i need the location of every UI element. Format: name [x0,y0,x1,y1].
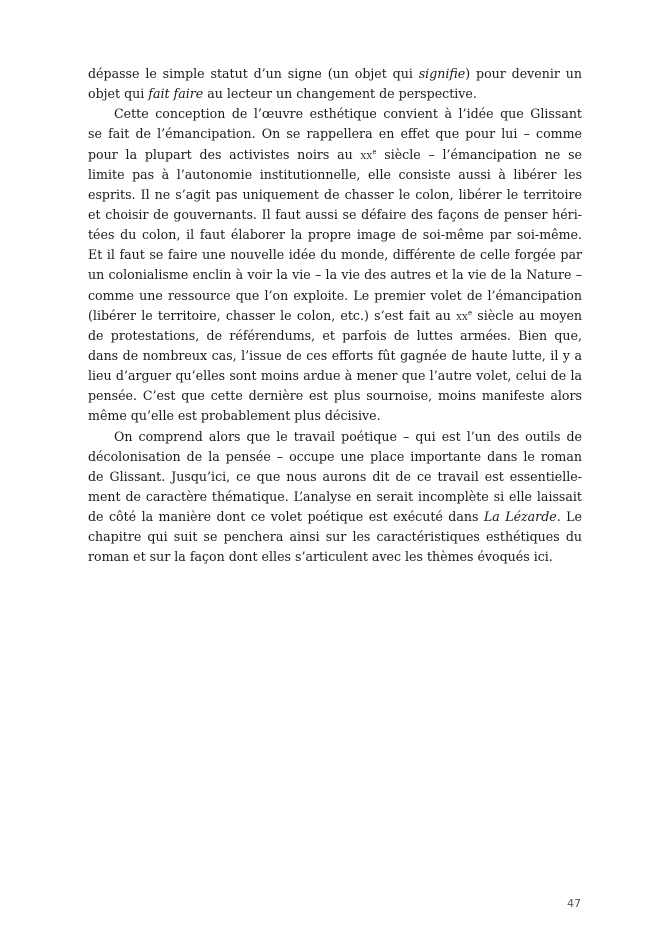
text-segment: pour la plupart des activistes noirs au [88,146,361,162]
text-line [88,265,582,285]
text-segment: xx [456,309,468,323]
text-segment: objet qui [88,86,149,102]
text-segment: ) pour devenir un [465,66,582,81]
text-segment: e [467,308,473,317]
text-segment: siècle au moyen [472,307,583,323]
text-line [88,447,582,467]
text-segment: Cette conception de l’œuvre esthétique convient à l’idée que Glissant [114,106,582,122]
text-line [88,185,582,205]
text-line [88,306,582,326]
text-line [88,406,582,426]
text-line [88,467,582,487]
paragraph [88,104,582,426]
text-line [88,527,582,547]
text-line [88,487,582,507]
text-segment: de Glissant. Jusqu’ici, ce que nous aurons dit de ce travail est essentielle- [88,468,582,484]
text-segment: au lecteur un changement de perspective. [203,86,477,102]
text-line [88,84,582,104]
text-line [88,507,582,527]
text-segment: esprits. Il ne s’agit pas uniquement de chasser le colon, libérer le territoire [88,186,582,202]
text-line [88,346,582,366]
text-segment: décolonisation de la pensée – occupe une place importante dans le roman [88,448,582,464]
text-line [88,427,582,447]
text-segment: . Le [556,509,582,525]
text-segment: ment de caractère thématique. L’analyse en serait incomplète si elle laissait [88,488,582,504]
italic-text: fait faire [148,86,204,102]
text-segment: On comprend alors que le travail poétique – qui est l’un des outils de [114,428,582,444]
text-segment: dépasse le simple statut d’un signe (un objet qui [88,66,419,81]
text-segment: Et il faut se faire une nouvelle idée du monde, différente de celle forgée par [88,247,582,263]
text-segment: lieu d’arguer qu’elles sont moins ardue à mener que l’autre volet, celui de la [88,368,582,384]
page-number: 47 [567,897,581,910]
text-line [88,547,582,567]
text-segment: même qu’elle est probablement plus décisive. [88,408,381,424]
text-segment: de protestations, de référendums, et parfois de luttes armées. Bien que, [88,327,582,343]
text-segment: e [372,147,377,156]
text-segment: et choisir de gouvernants. Il faut aussi se défaire des façons de penser héri- [88,206,582,222]
body-text [88,64,582,568]
text-segment: (libérer le territoire, chasser le colon, etc.) s’est fait au [88,307,457,323]
italic-text: signifie [418,66,466,81]
text-segment: xx [360,148,373,162]
text-segment: se fait de l’émancipation. On se rappellera en effet que pour lui – comme [88,126,582,142]
text-segment: tées du colon, il faut élaborer la propre image de soi-même par soi-même. [88,227,582,243]
text-segment: pensée. C’est que cette dernière est plus sournoise, moins manifeste alors [88,388,582,404]
text-line [88,165,582,185]
text-line [88,225,582,245]
text-line [88,64,582,84]
text-segment: comme une ressource que l’on exploite. Le premier volet de l’émancipation [88,287,582,303]
text-segment: un colonialisme enclin à voir la vie – la vie des autres et la vie de la Nature – [88,267,582,283]
text-line [88,245,582,265]
text-segment: dans de nombreux cas, l’issue de ces efforts fût gagnée de haute lutte, il y a [88,347,582,363]
text-segment: limite pas à l’autonomie institutionnelle, elle consiste aussi à libérer les [88,166,582,182]
italic-text: La Lézarde [483,509,557,525]
text-line [88,104,582,124]
paragraph [88,427,582,568]
text-segment: chapitre qui suit se penchera ainsi sur les caractéristiques esthétiques du [88,529,582,545]
text-line [88,286,582,306]
text-segment: siècle – l’émancipation ne se [376,146,583,162]
text-line [88,386,582,406]
text-line [88,124,582,144]
text-segment: roman et sur la façon dont elles s’articulent avec les thèmes évoqués ici. [88,549,553,565]
text-line [88,145,582,165]
text-line [88,205,582,225]
text-segment: de côté la manière dont ce volet poétique est exécuté dans [88,509,484,525]
text-line [88,326,582,346]
text-line [88,366,582,386]
paragraph [88,64,582,104]
